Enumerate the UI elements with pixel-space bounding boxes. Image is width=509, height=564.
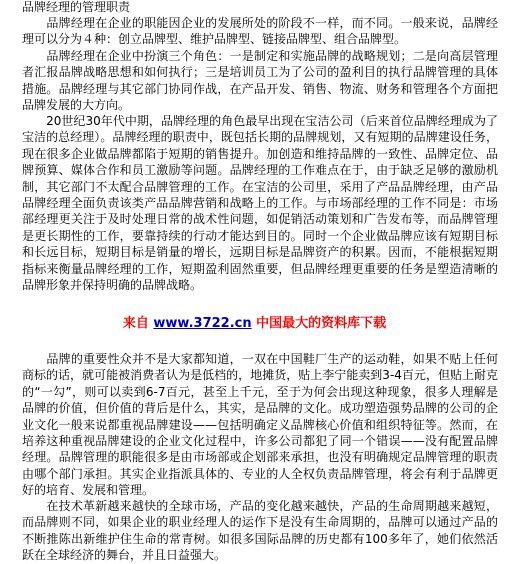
- banner-prefix: 来自: [122, 316, 149, 331]
- source-banner: [0, 316, 509, 332]
- banner-link[interactable]: www.3722.cn: [153, 316, 252, 331]
- banner-suffix: 中国最大的资料库下载: [256, 316, 387, 331]
- section-heading: 品牌经理的管理职责: [22, 0, 131, 14]
- paragraph-history: 20世纪30年代中期，品牌经理的角色最早出现在宝洁公司（后来首位品牌经理成为了宝洁的总经理）。品牌经理的职责中，既包括长期的品牌规划，又有短期的品牌建设任务，现在很多企业做品牌都陷于短期的销售提升。加创造和维持品牌的一致性、品牌定位、品牌预算、媒体合作和员工激励等问题。品牌经理的工作难点在于，由于缺乏足够的激励机制，其它部门不太配合品牌管理的工作。在宝洁的公司里，采用了产品品牌经理，由产品品牌经理全面负责该类产品品牌营销和战略上的工作。与市场部经理的工作不同是：市场部经理更关注于及时处理日常的战术性问题，如促销活动策划和广告发布等，而品牌管理是更长期性的工作，要靠持续的行动才能达到目的。同时一个企业做品牌应该有短期目标和长远目标，短期目标是销量的增长，远期目标是品牌资产的积累。因而，不能根据短期指标来衡量品牌经理的工作，短期盈利固然重要，但品牌经理更重要的任务是塑造清晰的品牌形象并保持明确的品牌战略。: [22, 114, 498, 293]
- paragraph-lifecycle: 在技术革新越来越快的全球市场，产品的变化越来越快，产品的生命周期越来越短，而品牌则不同，如果企业的职业经理人的运作下是没有生命周期的，品牌可以通过产品的不断推陈出新维护住生命的常青树。如很多国际品牌的历史都有100多年了，她们依然活跃在全球经济的舞台，并且日益强大。: [22, 499, 498, 563]
- paragraph-roles-types: 品牌经理在企业的职能因企业的发展所处的阶段不一样，而不同。一般来说，品牌经理可以分为４种：创立品牌型、维护品牌型、链接品牌型、组合品牌型。: [22, 16, 498, 47]
- paragraph-three-roles: 品牌经理在企业中扮演三个角色：一是制定和实施品牌的战略规划；二是向高层管理者汇报品牌战略思想和如何执行；三是培训员工为了公司的盈利目的执行品牌管理的具体措施。品牌经理与其它部门协同作战，在产品开发、销售、物流、财务和管理各个方面把品牌发展的大方向。: [22, 49, 498, 113]
- paragraph-importance: 品牌的重要性众并不是大家都知道，一双在中国鞋厂生产的运动鞋，如果不贴上任何商标的话，就可能被消费者认为是低档的，地摊货，贴上李宁能卖到3-4百元，但贴上耐克的“一勾”，则可以卖到6-7百元，甚至上千元，至于为何会出现这种现象，很多人理解是品牌的价值，但价值的背后是什么，其实，是品牌的文化。成功塑造强势品牌的公司的企业文化一般来说都重视品牌建设——包括明确定义品牌核心价值和组织特征等。然而，在培养这种重视品牌建设的企业文化过程中，许多公司都犯了同一个错误——没有配置品牌经理。品牌管理的职能很多是由市场部或企划部来承担，也没有明确规定品牌管理的职责由哪个部门承担。其实企业指派具体的、专业的人全权负责品牌管理，将会有利于品牌更好的培育、发展和管理。: [22, 352, 498, 498]
